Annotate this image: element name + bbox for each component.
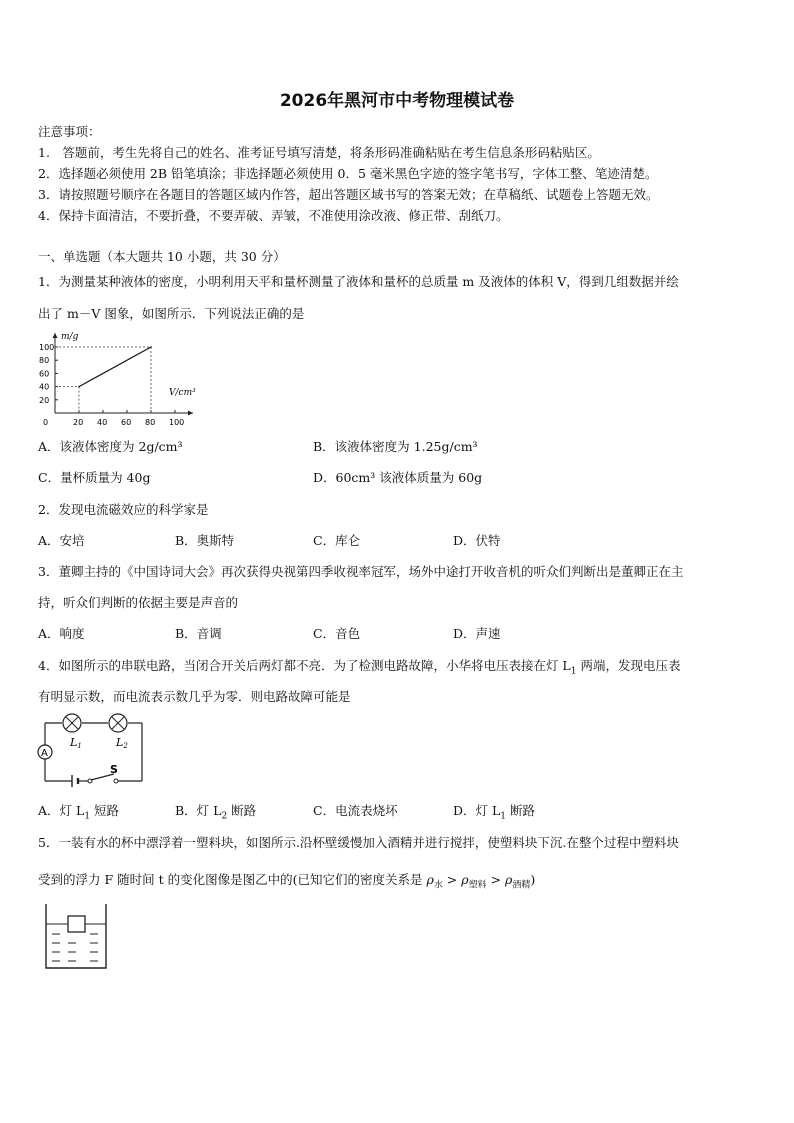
q2-option-a[interactable]: A．安培 — [38, 533, 85, 548]
m-v-chart — [30, 328, 205, 428]
q2-option-b[interactable]: B．奥斯特 — [175, 533, 235, 548]
series-circuit-diagram — [30, 713, 150, 788]
beaker-diagram — [38, 900, 113, 975]
y-tick-label: 20 — [39, 395, 50, 405]
x-axis-arrow — [188, 411, 193, 416]
section-heading: 一、单选题（本大题共 10 小题，共 30 分） — [38, 249, 286, 264]
q1-text-line2: 出了 m－V 图象，如图所示．下列说法正确的是 — [38, 306, 305, 321]
q1-option-d[interactable]: D．60cm³ 该液体质量为 60g — [313, 470, 483, 485]
q1-option-b[interactable]: B．该液体密度为 1.25g/cm³ — [313, 439, 478, 454]
q5-text-line1: 5．一装有水的杯中漂浮着一塑料块，如图所示.沿杯壁缓慢加入酒精并进行搅拌，使塑料块下沉.在整个过程中塑料块 — [38, 835, 679, 850]
ammeter-label: A — [41, 748, 48, 759]
q2-option-c[interactable]: C．库仑 — [313, 533, 361, 548]
q3-option-c[interactable]: C．音色 — [313, 626, 361, 641]
q2-option-d[interactable]: D．伏特 — [453, 533, 501, 548]
lamp-l1-icon — [63, 714, 81, 732]
x-tick-label: 40 — [97, 418, 108, 427]
x-tick-label: 60 — [121, 418, 132, 427]
y-tick-label: 60 — [39, 369, 50, 379]
note-item-2: 2．选择题必须使用 2B 铅笔填涂；非选择题必须使用 0．5 毫米黑色字迹的签字笔书写，字体工整、笔迹清楚。 — [38, 166, 658, 181]
q4-option-c[interactable]: C．电流表烧坏 — [313, 803, 398, 818]
q1-option-a[interactable]: A．该液体密度为 2g/cm³ — [38, 439, 183, 454]
y-tick-label: 100 — [39, 343, 55, 352]
y-axis-label: m/g — [61, 332, 79, 342]
q5-text-line2: 受到的浮力 F 随时间 t 的变化图像是图乙中的(已知它们的密度关系是 $\rho_水 > \rho_{塑料} > \rho_{酒精}$) — [38, 872, 536, 891]
lamp-l1-label: L1 — [70, 736, 82, 750]
q4-text-line2: 有明显示数，而电流表示数几乎为零．则电路故障可能是 — [38, 689, 351, 704]
y-tick-label: 80 — [39, 356, 50, 366]
q2-text: 2．发现电流磁效应的科学家是 — [38, 502, 209, 517]
q3-option-d[interactable]: D．声速 — [453, 626, 501, 641]
q4-text-line1: 4．如图所示的串联电路，当闭合开关后两灯都不亮．为了检测电路故障，小华将电压表接在灯 $L_1$ 两端，发现电压表 — [38, 658, 681, 677]
q4-option-a[interactable]: A．灯 $L_1$ 短路 — [38, 803, 120, 822]
x-tick-label: 100 — [169, 418, 185, 427]
q1-text-line1: 1．为测量某种液体的密度，小明利用天平和量杯测量了液体和量杯的总质量 m 及液体的体积 V，得到几组数据并绘 — [38, 274, 679, 289]
x-axis-label: V/cm³ — [169, 388, 196, 398]
y-axis-arrow — [53, 333, 58, 338]
q3-text-line1: 3．董卿主持的《中国诗词大会》再次获得央视第四季收视率冠军，场外中途打开收音机的听众们判断出是董卿正在主 — [38, 564, 684, 579]
notes-heading: 注意事项： — [38, 124, 101, 139]
note-item-3: 3．请按照题号顺序在各题目的答题区域内作答，超出答题区域书写的答案无效；在草稿纸、试题卷上答题无效。 — [38, 187, 659, 202]
page-title: 2026年黑河市中考物理模试卷 — [279, 91, 515, 111]
series-line — [79, 347, 151, 387]
note-item-4: 4．保持卡面清洁，不要折叠，不要弄破、弄皱，不准使用涂改液、修正带、刮纸刀。 — [38, 208, 509, 223]
x-tick-label: 20 — [73, 418, 84, 427]
x-tick-label: 80 — [145, 418, 156, 427]
plastic-block — [68, 916, 85, 932]
y-tick-label: 40 — [39, 382, 50, 392]
q1-option-c[interactable]: C．量杯质量为 40g — [38, 470, 151, 485]
q3-text-line2: 持，听众们判断的依据主要是声音的 — [38, 595, 239, 610]
water-hatching — [52, 934, 98, 961]
q4-option-d[interactable]: D．灯 $L_1$ 断路 — [453, 803, 536, 822]
q3-option-b[interactable]: B．音调 — [175, 626, 222, 641]
switch-label: S — [110, 763, 118, 776]
q4-option-b[interactable]: B．灯 $L_2$ 断路 — [175, 803, 257, 822]
lamp-l2-label: L2 — [116, 736, 128, 750]
switch-contact — [114, 779, 118, 783]
lamp-l2-icon — [109, 714, 127, 732]
q3-option-a[interactable]: A．响度 — [38, 626, 85, 641]
x-tick-label: 0 — [43, 418, 49, 427]
note-item-1: 1. 答题前，考生先将自己的姓名、准考证号填写清楚，将条形码准确粘贴在考生信息条形码粘贴区。 — [38, 145, 600, 160]
beaker-outline — [46, 904, 106, 968]
